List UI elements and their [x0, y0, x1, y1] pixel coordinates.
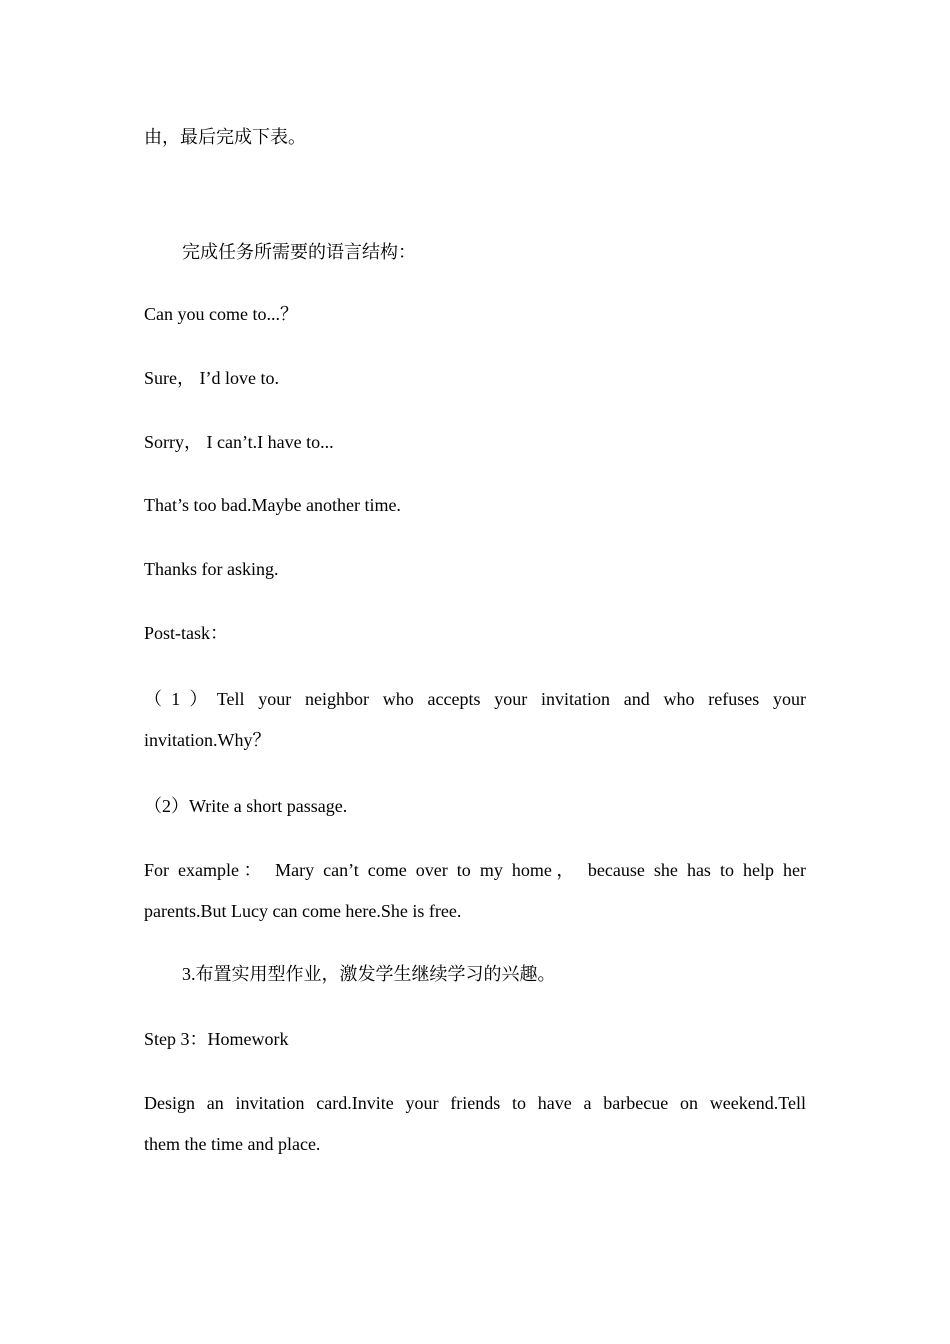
paragraph-line: invitation.Why？	[144, 730, 271, 750]
paragraph-line: 由，最后完成下表。	[144, 127, 306, 147]
paragraph-line: Can you come to...？	[144, 304, 298, 324]
paragraph-line: Sure， I’d love to.	[144, 368, 279, 388]
paragraph-line: For example： Mary can’t come over to my home， because she has to help her	[144, 860, 806, 880]
paragraph-line: Thanks for asking.	[144, 559, 279, 579]
section-heading: Step 3：Homework	[144, 1029, 289, 1049]
section-heading: Post-task：	[144, 623, 229, 643]
paragraph-line: （1）Tell your neighbor who accepts your invitation and who refuses your	[144, 689, 806, 709]
paragraph-line: That’s too bad.Maybe another time.	[144, 495, 401, 515]
paragraph-line: parents.But Lucy can come here.She is free.	[144, 901, 462, 921]
paragraph-line: Sorry， I can’t.I have to...	[144, 432, 334, 452]
section-heading: 3.布置实用型作业，激发学生继续学习的兴趣。	[182, 964, 556, 984]
paragraph-line: them the time and place.	[144, 1134, 321, 1154]
section-heading: 完成任务所需要的语言结构：	[182, 242, 416, 262]
paragraph-line: （2）Write a short passage.	[144, 796, 348, 816]
paragraph-line: Design an invitation card.Invite your friends to have a barbecue on weekend.Tell	[144, 1093, 806, 1113]
